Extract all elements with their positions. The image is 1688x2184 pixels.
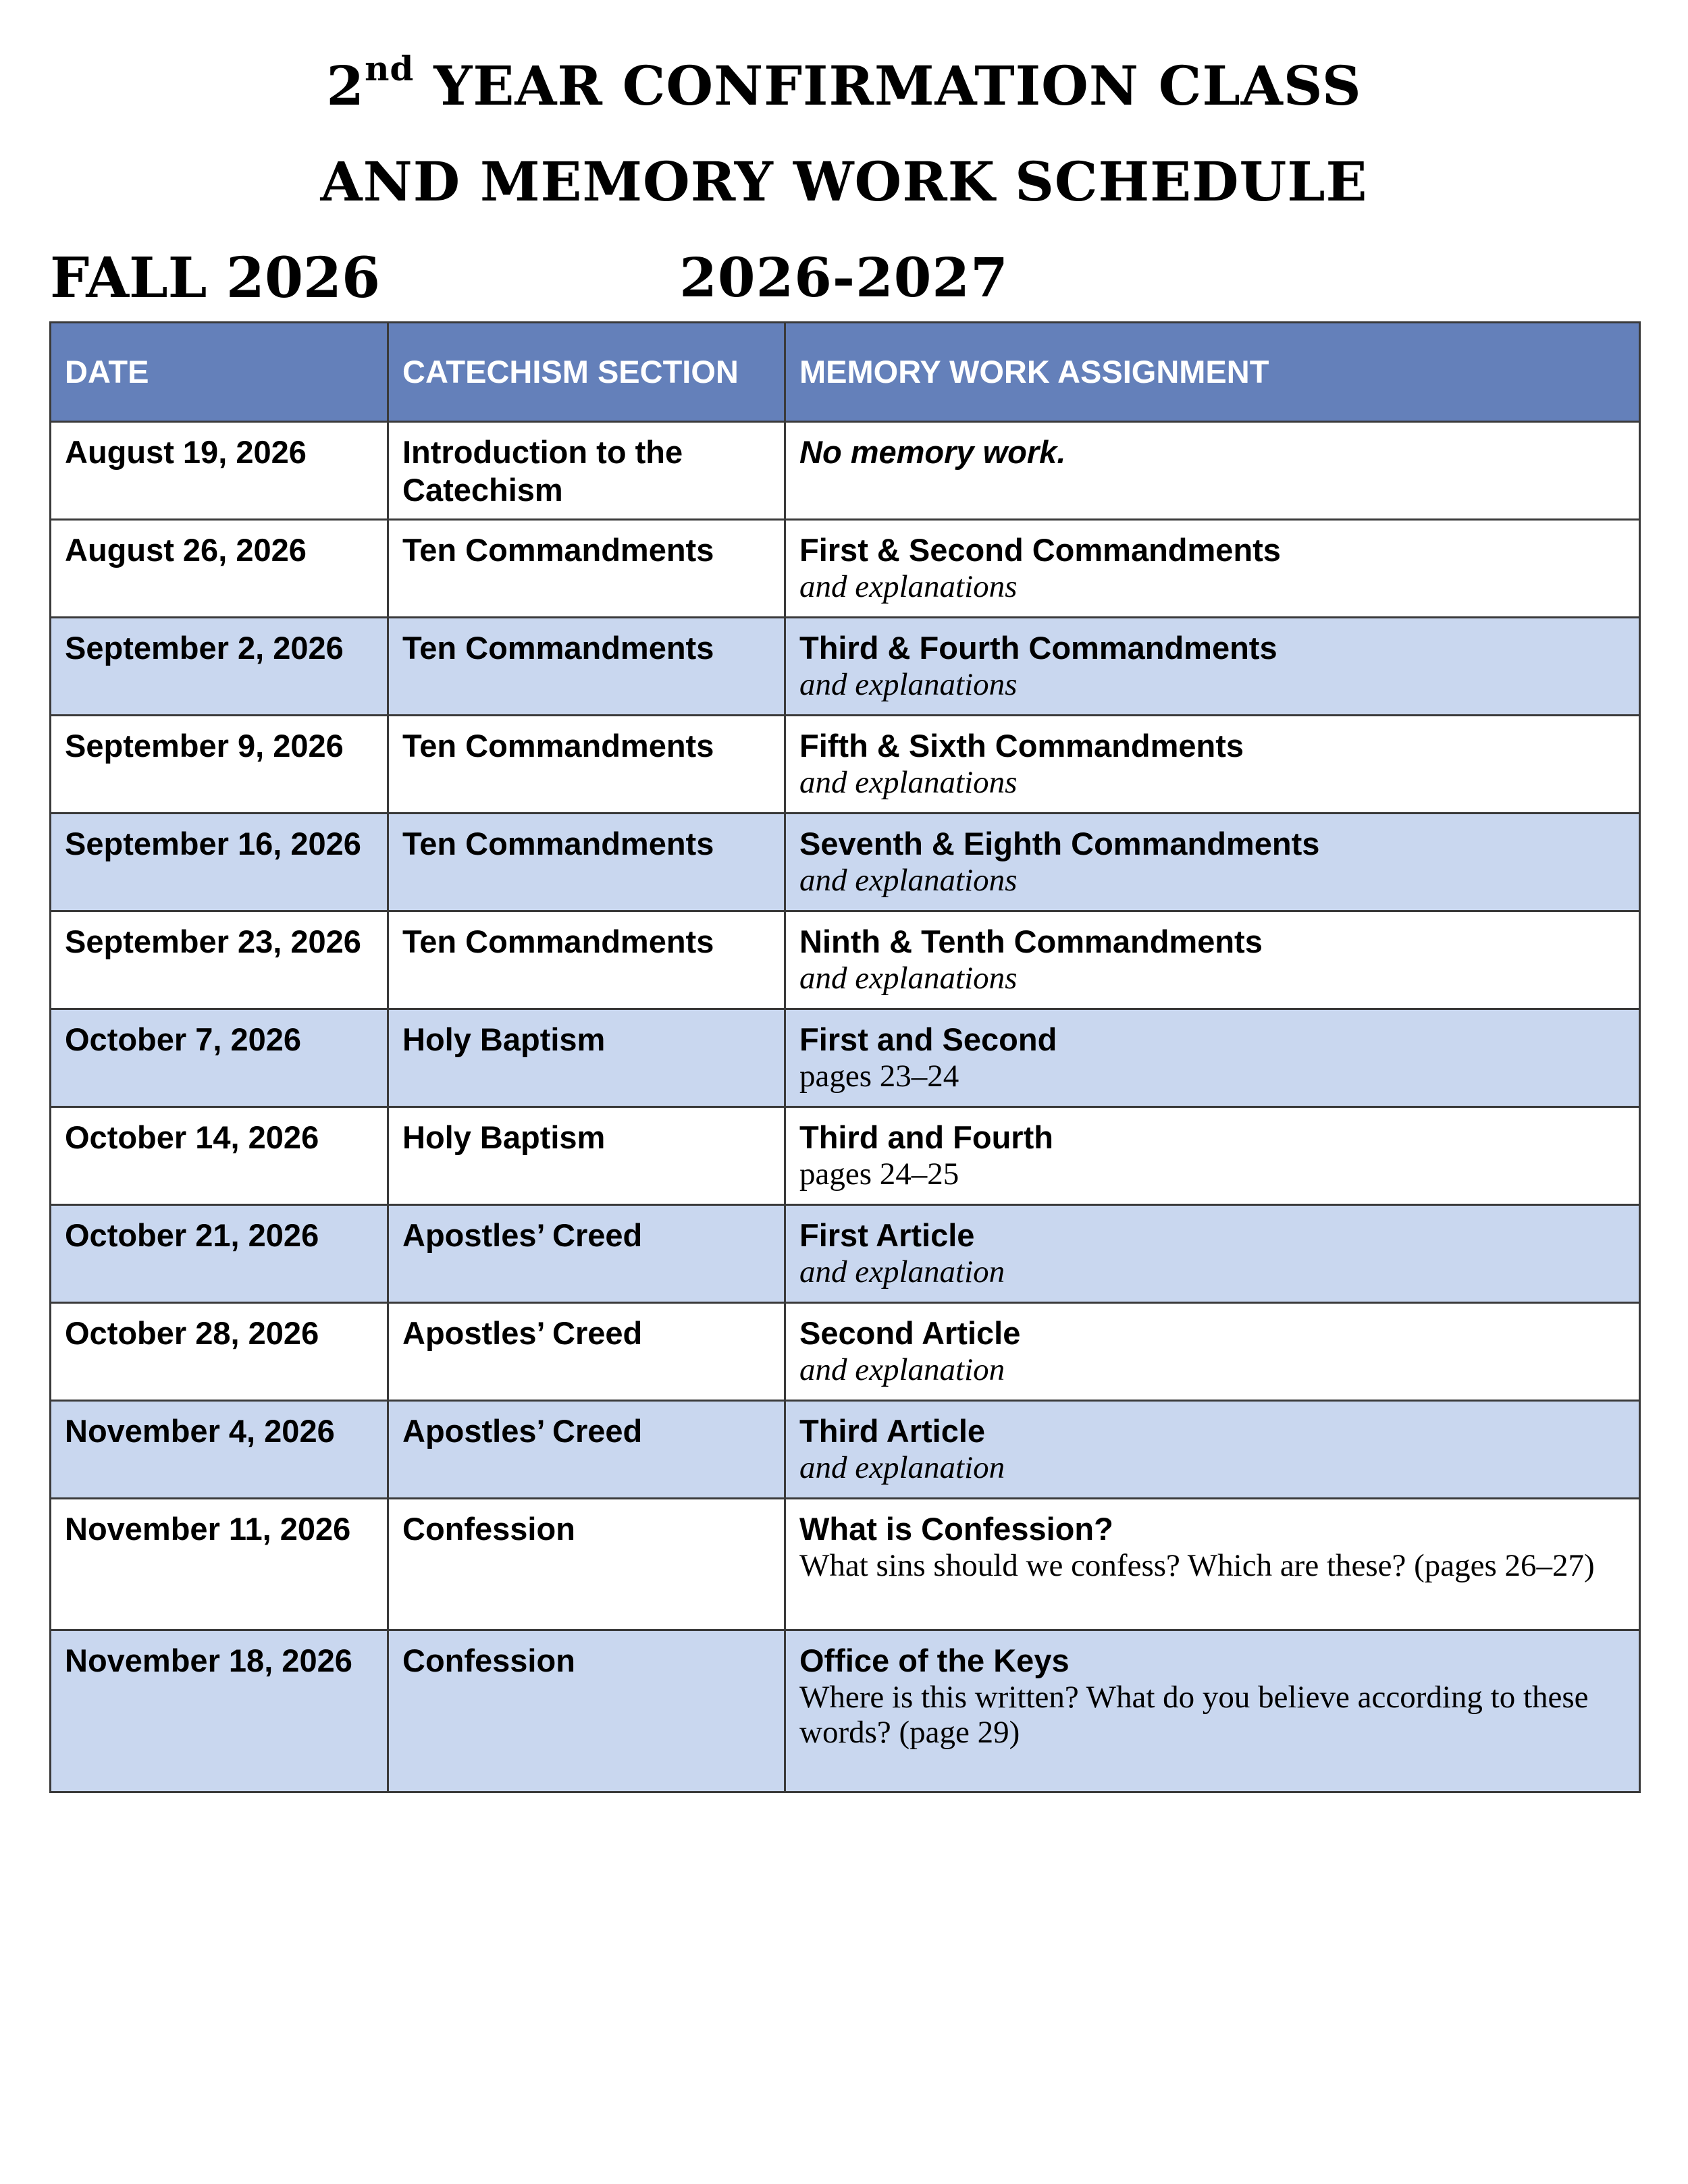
cell-catechism-section [388, 1009, 785, 1107]
table-row [51, 422, 1640, 520]
cell-memory-work [785, 618, 1640, 716]
table-row [51, 1107, 1640, 1205]
cell-catechism-section [388, 716, 785, 814]
section-text: Ten Commandments [402, 826, 714, 861]
cell-date [51, 1009, 388, 1107]
cell-catechism-section [388, 1401, 785, 1499]
assignment-detail-text: and explanation [799, 1254, 1005, 1289]
cell-date [51, 1303, 388, 1401]
title-line-1-text: YEAR CONFIRMATION CLASS [414, 54, 1362, 117]
cell-date [51, 520, 388, 618]
assignment-text: Seventh & Eighth Commandments [799, 826, 1320, 861]
table-row [51, 1630, 1640, 1792]
cell-date [51, 716, 388, 814]
cell-catechism-section [388, 1303, 785, 1401]
cell-date [51, 1205, 388, 1303]
section-text: Introduction to the Catechism [402, 434, 683, 508]
cell-date [51, 618, 388, 716]
cell-date [51, 1401, 388, 1499]
date-text: November 18, 2026 [65, 1643, 352, 1678]
cell-memory-work [785, 911, 1640, 1009]
section-text: Apostles’ Creed [402, 1413, 643, 1449]
column-header-memory-work-assignment: MEMORY WORK ASSIGNMENT [785, 323, 1640, 422]
table-row [51, 814, 1640, 911]
cell-catechism-section [388, 422, 785, 520]
assignment-text: First Article [799, 1217, 975, 1253]
section-text: Holy Baptism [402, 1119, 606, 1155]
cell-catechism-section [388, 1205, 785, 1303]
cell-date [51, 1107, 388, 1205]
assignment-text: Ninth & Tenth Commandments [799, 924, 1263, 959]
section-text: Apostles’ Creed [402, 1217, 643, 1253]
section-text: Confession [402, 1643, 575, 1678]
title-ordinal-number: 2 [326, 54, 365, 117]
assignment-detail-text: and explanations [799, 765, 1018, 800]
title-line-3: 2026-2027 [679, 246, 1009, 309]
cell-date [51, 422, 388, 520]
cell-memory-work [785, 422, 1640, 520]
date-text: August 19, 2026 [65, 434, 307, 470]
assignment-text: Office of the Keys [799, 1643, 1070, 1678]
date-text: October 28, 2026 [65, 1315, 319, 1351]
assignment-detail-text: pages 24–25 [799, 1156, 959, 1192]
date-text: November 4, 2026 [65, 1413, 335, 1449]
cell-memory-work [785, 1401, 1640, 1499]
date-text: September 16, 2026 [65, 826, 361, 861]
cell-memory-work [785, 716, 1640, 814]
table-row [51, 716, 1640, 814]
cell-memory-work [785, 814, 1640, 911]
column-header-catechism-section: CATECHISM SECTION [388, 323, 785, 422]
title-ordinal-suffix: nd [365, 49, 415, 89]
schedule-table [49, 321, 1641, 1793]
assignment-detail-text: and explanations [799, 863, 1018, 898]
date-text: October 21, 2026 [65, 1217, 319, 1253]
table-row [51, 618, 1640, 716]
assignment-text: First and Second [799, 1021, 1057, 1057]
table-row [51, 520, 1640, 618]
date-text: October 14, 2026 [65, 1119, 319, 1155]
section-text: Ten Commandments [402, 924, 714, 959]
cell-memory-work [785, 1009, 1640, 1107]
cell-catechism-section [388, 1630, 785, 1792]
assignment-detail-text: and explanations [799, 667, 1018, 702]
section-heading-fall: FALL 2026 [50, 246, 381, 311]
cell-memory-work [785, 1205, 1640, 1303]
table-row [51, 1009, 1640, 1107]
cell-memory-work [785, 1499, 1640, 1630]
assignment-text: Fifth & Sixth Commandments [799, 728, 1244, 764]
assignment-detail-text: Where is this written? What do you believe according to these words? (page 29) [799, 1680, 1589, 1750]
section-text: Ten Commandments [402, 630, 714, 666]
table-body [51, 422, 1640, 1792]
date-text: September 2, 2026 [65, 630, 344, 666]
assignment-detail-text: What sins should we confess? Which are these? (pages 26–27) [799, 1548, 1595, 1583]
cell-catechism-section [388, 618, 785, 716]
cell-catechism-section [388, 1499, 785, 1630]
section-text: Holy Baptism [402, 1021, 606, 1057]
assignment-detail-text: pages 23–24 [799, 1059, 959, 1094]
cell-date [51, 1630, 388, 1792]
assignment-text: Third Article [799, 1413, 986, 1449]
section-text: Ten Commandments [402, 532, 714, 568]
date-text: November 11, 2026 [65, 1511, 351, 1547]
assignment-detail-text: and explanations [799, 569, 1018, 604]
assignment-text: What is Confession? [799, 1511, 1113, 1547]
section-text: Ten Commandments [402, 728, 714, 764]
cell-date [51, 911, 388, 1009]
date-text: September 23, 2026 [65, 924, 361, 959]
table-header-row [51, 323, 1640, 422]
cell-catechism-section [388, 911, 785, 1009]
table-row [51, 1499, 1640, 1630]
assignment-text: Third & Fourth Commandments [799, 630, 1277, 666]
table-row [51, 1401, 1640, 1499]
assignment-text: Third and Fourth [799, 1119, 1053, 1155]
cell-memory-work [785, 1303, 1640, 1401]
cell-memory-work [785, 1107, 1640, 1205]
cell-catechism-section [388, 520, 785, 618]
table-row [51, 1205, 1640, 1303]
assignment-detail-text: and explanation [799, 1352, 1005, 1387]
cell-memory-work [785, 520, 1640, 618]
assignment-detail-text: and explanations [799, 961, 1018, 996]
cell-date [51, 1499, 388, 1630]
assignment-text: Second Article [799, 1315, 1021, 1351]
table-row [51, 1303, 1640, 1401]
cell-memory-work [785, 1630, 1640, 1792]
assignment-text: No memory work. [799, 434, 1066, 470]
assignment-detail-text: and explanation [799, 1450, 1005, 1485]
cell-catechism-section [388, 814, 785, 911]
table-row [51, 911, 1640, 1009]
title-line-1 [0, 38, 1688, 134]
assignment-text: First & Second Commandments [799, 532, 1281, 568]
column-header-date: DATE [51, 323, 388, 422]
date-text: September 9, 2026 [65, 728, 344, 764]
date-text: August 26, 2026 [65, 532, 307, 568]
section-text: Confession [402, 1511, 575, 1547]
date-text: October 7, 2026 [65, 1021, 302, 1057]
cell-date [51, 814, 388, 911]
cell-catechism-section [388, 1107, 785, 1205]
section-text: Apostles’ Creed [402, 1315, 643, 1351]
title-line-2: AND MEMORY WORK SCHEDULE [320, 150, 1368, 213]
